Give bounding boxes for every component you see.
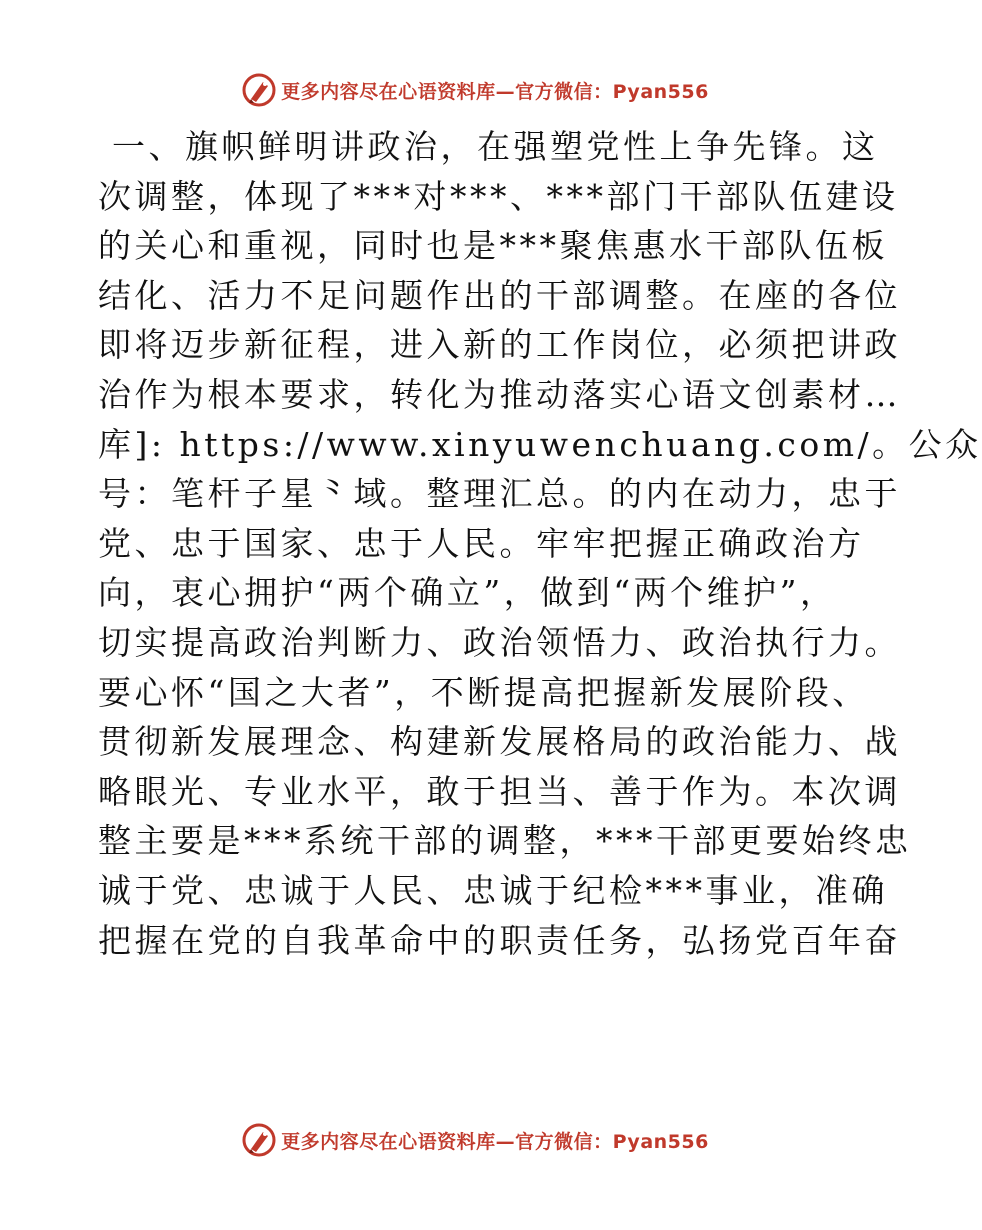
text-line: 整主要是***系统干部的调整，***干部更要始终忠 — [98, 821, 912, 861]
text-line: 诚于党、忠诚于人民、忠诚于纪检***事业，准确 — [98, 870, 888, 910]
text-line: 即将迈步新征程，进入新的工作岗位，必须把讲政 — [98, 325, 901, 365]
footer-banner — [0, 1120, 950, 1160]
footer-banner-text: 更多内容尽在心语资料库—官方微信：Pyan556 — [281, 1130, 709, 1153]
text-line: 号：笔杆子星⺀域。整理汇总。的内在动力，忠于 — [98, 474, 901, 514]
text-line: 的关心和重视，同时也是***聚焦惠水干部队伍板 — [98, 226, 888, 266]
text-line: 治作为根本要求，转化为推动落实心语文创素材… — [98, 374, 901, 414]
text-line: 切实提高政治判断力、政治领悟力、政治执行力。 — [98, 622, 901, 662]
pen-logo-icon — [241, 72, 277, 108]
document-body — [98, 122, 982, 965]
pen-logo-icon — [241, 1122, 277, 1158]
text-line: 把握在党的自我革命中的职责任务，弘扬党百年奋 — [98, 920, 901, 960]
text-line: 略眼光、专业水平，敢于担当、善于作为。本次调 — [98, 771, 901, 811]
text-line: 贯彻新发展理念、构建新发展格局的政治能力、战 — [98, 722, 901, 762]
header-banner — [0, 70, 950, 110]
text-line: 要心怀“国之大者”，不断提高把握新发展阶段、 — [98, 672, 869, 712]
text-line: 结化、活力不足问题作出的干部调整。在座的各位 — [98, 275, 901, 315]
text-line: 次调整，体现了***对***、***部门干部队伍建设 — [98, 176, 899, 216]
text-line: 向，衷心拥护“两个确立”，做到“两个维护”， — [98, 573, 837, 613]
text-line: 党、忠于国家、忠于人民。牢牢把握正确政治方 — [98, 523, 865, 563]
text-line: 库]: https://www.xinyuwenchuang.com/。公众 — [98, 424, 982, 464]
header-banner-text: 更多内容尽在心语资料库—官方微信：Pyan556 — [281, 80, 709, 103]
text-line: 一、旗帜鲜明讲政治，在强塑党性上争先锋。这 — [112, 127, 879, 166]
